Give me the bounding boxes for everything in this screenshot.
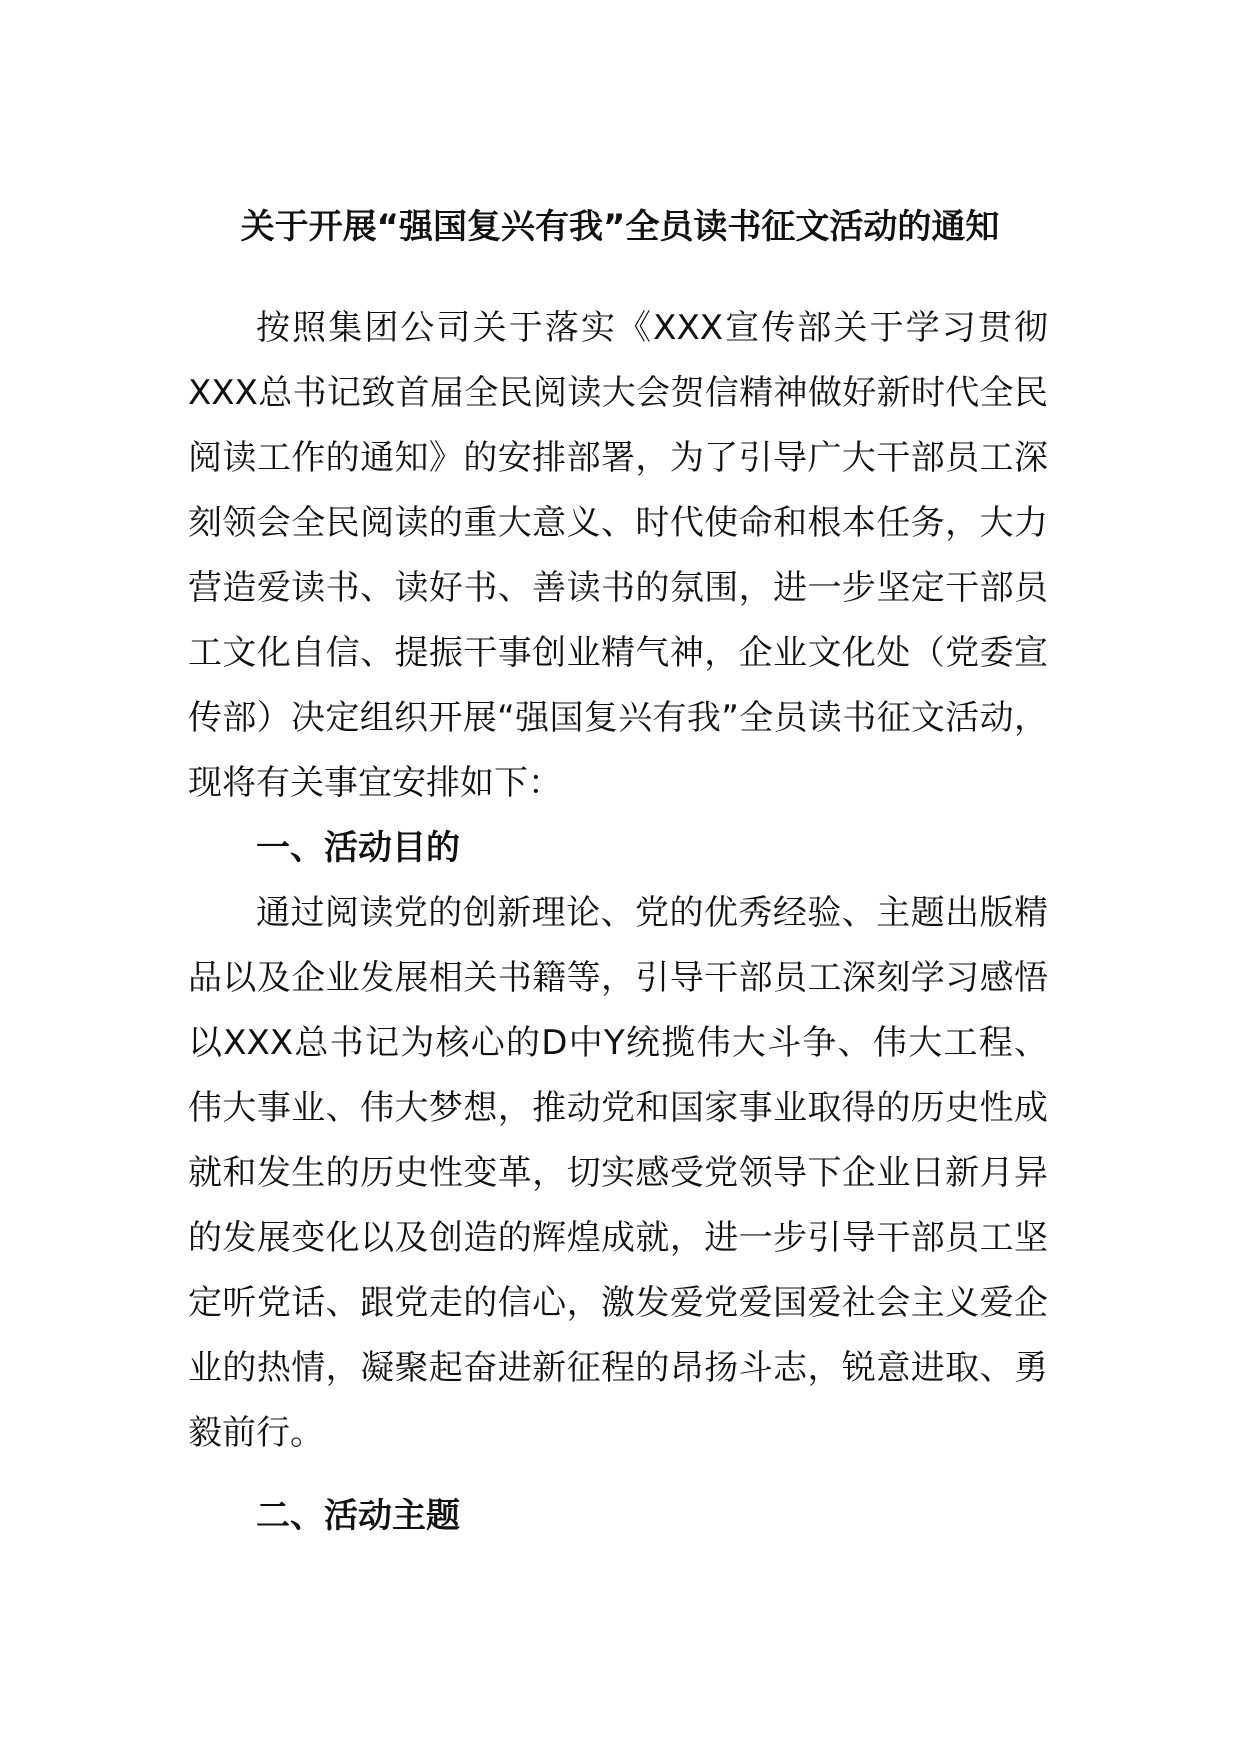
document-title: 关于开展“强国复兴有我”全员读书征文活动的通知 [240,207,1000,247]
section-heading-purpose: 一、活动目的 [256,828,460,868]
section-paragraph-purpose: 通过阅读党的创新理论、党的优秀经验、主题出版精品以及企业发展相关书籍等，引导干部员工深刻学习感悟以XXX总书记为核心的D中Y统揽伟大斗争、伟大工程、伟大事业、伟大梦想，推动党和国家事业取得的历史性成就和发生的历史性变革，切实感受党领导下企业日新月异的发展变化以及创造的辉煌成就，进一步引导干部员工坚定听党话、跟党走的信心，激发爱党爱国爱社会主义爱企业的热情，凝聚起奋进新征程的昂扬斗志，锐意进取、勇毅前行。 [188,893,1048,1453]
document-body [188,296,1048,1549]
section-heading-theme: 二、活动主题 [256,1496,460,1536]
intro-paragraph: 按照集团公司关于落实《XXX宣传部关于学习贯彻XXX总书记致首届全民阅读大会贺信精神做好新时代全民阅读工作的通知》的安排部署，为了引导广大干部员工深刻领会全民阅读的重大意义、时代使命和根本任务，大力营造爱读书、读好书、善读书的氛围，进一步坚定干部员工文化自信、提振干事创业精气神，企业文化处（党委宣传部）决定组织开展“强国复兴有我”全员读书征文活动，现将有关事宜安排如下： [188,308,1048,803]
